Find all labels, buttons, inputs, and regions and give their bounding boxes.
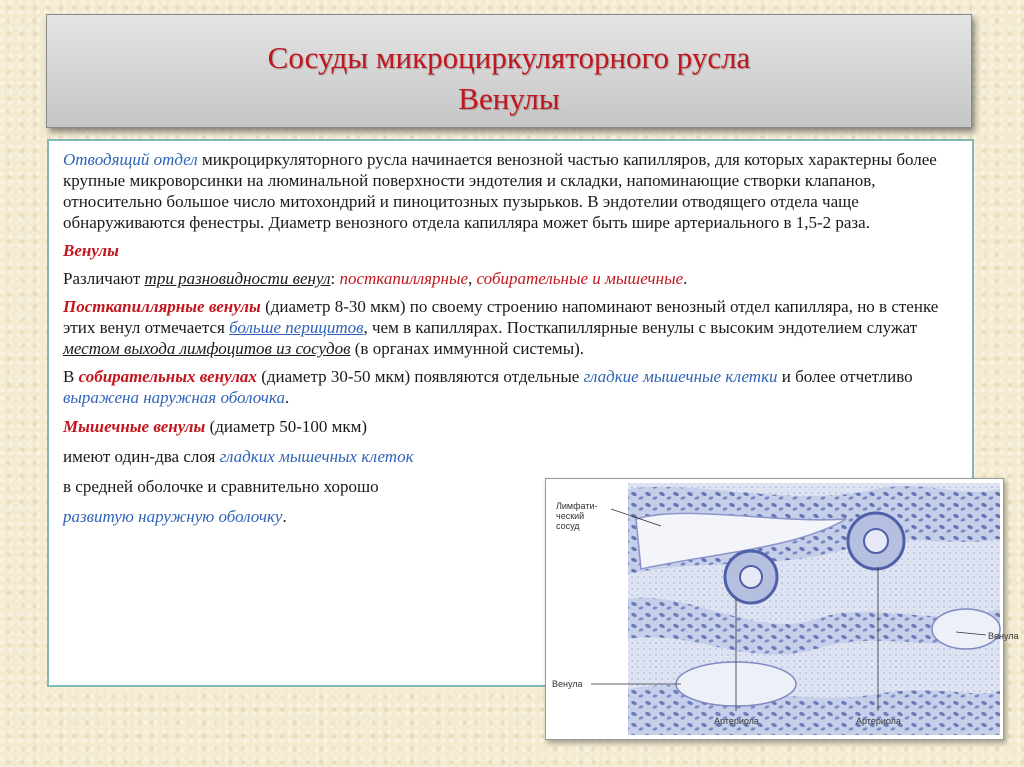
paragraph-outflow xyxy=(63,149,958,233)
paragraph-collecting: В собирательных венулах (диаметр 30-50 мкм) появляются отдельные гладкие мышечные клетки и более отчетливо выражена наружная оболочка. xyxy=(63,367,913,407)
label-lymphatic: Лимфати- ческий сосуд xyxy=(556,501,598,531)
outflow-text: микроциркуляторного русла начинается венозной частью капилляров, для которых характерны более крупные микроворсинки на люминальной поверхности эндотелия и складки, напоминающие створки клапанов, относительно большое число митохондрий и пиноцитозных пузырьков. В эндотелии отводящего отдела чаще обнаруживаются фенестры. Диаметр венозного отдела капилляра может быть шире артериального в 1,5-2 раза. xyxy=(63,150,937,232)
types-term: три разновидности венул xyxy=(144,269,331,288)
term-pericytes: больше перицитов xyxy=(229,318,364,337)
term-outer-layer: выражена наружная оболочка xyxy=(63,388,285,407)
paragraph-muscular-4: развитую наружную оболочку. xyxy=(63,507,287,526)
label-arteriole-1: Артериола xyxy=(714,716,759,726)
term-outflow: Отводящий отдел xyxy=(63,150,198,169)
term-smooth-cells: гладких мышечных клеток xyxy=(219,447,414,466)
title-panel xyxy=(46,14,972,128)
paragraph-postcapillary: Посткапиллярные венулы (диаметр 8-30 мкм) по своему строению напоминают венозный отдел капилляра, но в стенке этих венул отмечается больше перицитов, чем в капиллярах. Посткапиллярные венулы с высоким эндотелием служат местом выхода лимфоцитов из сосудов (в органах иммунной системы). xyxy=(63,297,939,358)
histology-figure xyxy=(545,478,1019,740)
slide-title: Сосуды микроциркуляторного русла xyxy=(267,40,751,75)
muscular-block xyxy=(63,415,533,529)
paragraph-muscular-3: в средней оболочке и сравнительно хорошо xyxy=(63,477,379,496)
type-collecting-muscular: собирательные и мышечные xyxy=(476,269,684,288)
label-venule-right: Венула xyxy=(988,631,1019,641)
type-postcapillary: посткапиллярные xyxy=(339,269,469,288)
heading-venules: Венулы xyxy=(63,241,119,260)
term-muscular: Мышечные венулы xyxy=(63,417,206,436)
term-developed-outer: развитую наружную оболочку xyxy=(63,507,283,526)
paragraph-muscular: Мышечные венулы (диаметр 50-100 мкм) xyxy=(63,417,368,436)
paragraph-muscular-2: имеют один-два слоя гладких мышечных клеток xyxy=(63,447,414,466)
paragraph-types: Различают три разновидности венул: посткапиллярные, собирательные и мышечные. xyxy=(63,269,688,288)
term-smooth-muscle: гладкие мышечные клетки xyxy=(583,367,778,386)
label-venule-left: Венула xyxy=(552,679,583,689)
term-collecting: собирательных венулах xyxy=(78,367,257,386)
term-postcapillary: Посткапиллярные венулы xyxy=(63,297,261,316)
label-arteriole-2: Артериола xyxy=(856,716,901,726)
term-lymphocyte-exit: местом выхода лимфоцитов из сосудов xyxy=(63,339,351,358)
histology-image xyxy=(546,479,1003,739)
slide-subtitle: Венулы xyxy=(458,81,560,116)
